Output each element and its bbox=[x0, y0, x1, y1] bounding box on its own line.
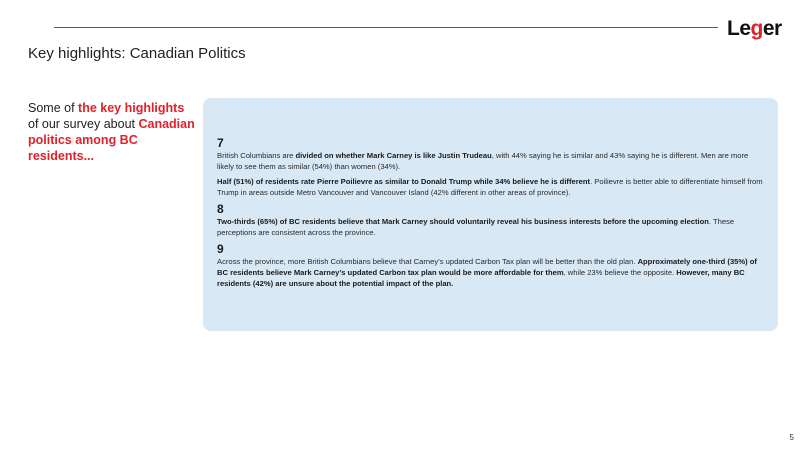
logo-text: Leger bbox=[727, 17, 782, 40]
highlight-text: , with 44% saying he is similar and 43% saying he is different. Men are more likely to see them as similar (54%) than women (34%). bbox=[217, 151, 749, 171]
page-title: Key highlights: Canadian Politics bbox=[28, 45, 246, 62]
highlight-text: . These perceptions are consistent across the province. bbox=[217, 217, 735, 237]
highlight-text: , while 23% believe the opposite. bbox=[563, 268, 677, 277]
highlight-bold-text: Half (51%) of residents rate Pierre Poilievre as similar to Donald Trump while 34% believe he is different bbox=[217, 177, 591, 186]
highlight-paragraph bbox=[217, 150, 764, 172]
intro-highlight-2: Canadian politics among BC residents... bbox=[28, 117, 195, 163]
highlight-bold-text: However, many BC residents (42%) are unsure about the potential impact of the plan. bbox=[217, 268, 745, 288]
highlight-paragraph bbox=[217, 216, 764, 238]
highlight-item bbox=[217, 242, 764, 289]
highlight-item bbox=[217, 202, 764, 238]
highlight-paragraph bbox=[217, 256, 764, 289]
highlight-text: Across the province, more British Columbians believe that Carney’s updated Carbon Tax plan will be better than the old plan. bbox=[217, 257, 638, 266]
highlight-number: 7 bbox=[217, 136, 224, 150]
intro-text bbox=[28, 100, 198, 164]
intro-part-3: of our survey about bbox=[28, 117, 139, 131]
intro-part-1: Some of bbox=[28, 101, 79, 115]
highlights-panel bbox=[203, 98, 778, 331]
page-number: 5 bbox=[789, 433, 794, 442]
leger-logo bbox=[727, 14, 785, 44]
highlight-number: 9 bbox=[217, 242, 224, 256]
highlight-bold-text: divided on whether Mark Carney is like Justin Trudeau bbox=[295, 151, 492, 160]
header-rule bbox=[54, 27, 718, 28]
highlight-text: British Columbians are bbox=[217, 151, 296, 160]
highlight-paragraph bbox=[217, 176, 764, 198]
intro-highlight-1: the key highlights bbox=[78, 101, 185, 115]
highlights-list bbox=[217, 136, 764, 289]
highlight-number: 8 bbox=[217, 202, 224, 216]
highlight-text: . Poilievre is better able to differentiate himself from Trump in areas outside Metro Vancouver and Vancouver Island (42% different in other areas of province). bbox=[217, 177, 763, 197]
highlight-item bbox=[217, 136, 764, 198]
highlight-bold-text: Two-thirds (65%) of BC residents believe that Mark Carney should voluntarily reveal his business interests before the upcoming election bbox=[217, 217, 709, 226]
highlight-bold-text: Approximately one-third (35%) of BC residents believe Mark Carney’s updated Carbon tax plan would be more affordable for them bbox=[217, 257, 757, 277]
